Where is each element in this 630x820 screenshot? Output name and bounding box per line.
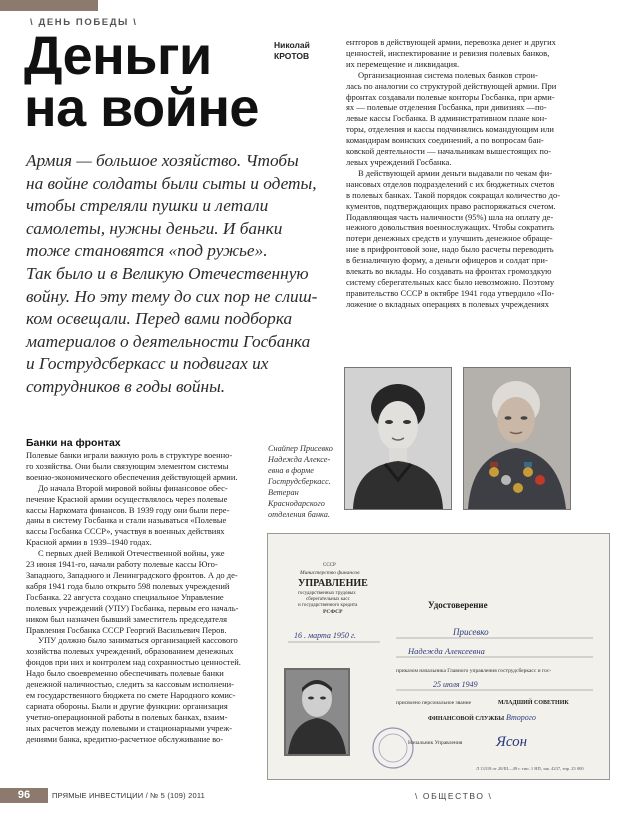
col-left-line: дениями банка, кредитно-расчетное обслуживание во- (26, 733, 224, 744)
lead-line: Так было и в Великую Отечественную (26, 263, 309, 283)
lead-line: сотрудников в годы войны. (26, 376, 226, 396)
section-tag: \ ДЕНЬ ПОБЕДЫ \ (30, 17, 138, 28)
lead-line: Армия — большое хозяйство. Чтобы (26, 151, 299, 170)
subheading-banks-on-fronts: Банки на фронтах (26, 437, 121, 449)
caption-line: Снайпер Присевко (268, 444, 333, 453)
col-right-line: кументов, подтверждающих право распоряжаться счетом. (346, 200, 556, 211)
col-left-line: Западного, Западного и Ленинградского фронтов. А до де- (26, 569, 238, 580)
author-last-name: КРОТОВ (274, 51, 310, 61)
doc-head: Начальник Управления (408, 740, 463, 746)
col-right-line: В действующей армии деньги выдавали по чекам фи- (358, 167, 553, 178)
doc-footer-small: Л 13318 от 20/III—49 г. тип. 1 НП, зак. 4237, тир. 25 000 (476, 766, 584, 771)
page-number: 96 (17, 789, 31, 801)
col-left-line: денежной наличностью, следить за кассовым исполнени- (26, 679, 235, 690)
col-right-line: лась по аналогии со структурой действующей армии. При (346, 80, 557, 91)
col-right-line: торы, отделения и кассы подчинялись командующим или (346, 124, 554, 135)
doc-surname-hand: Присевко (453, 627, 489, 637)
lead-line: на войне солдаты были сыты и одеты, (26, 173, 317, 193)
col-right-line: фронтах создавали полевые конторы Госбанка, при арми- (346, 91, 555, 102)
col-left-line: печение Красной армии осуществлялось через полевые (26, 493, 228, 504)
col-left-line: ем государственного бюджета по смете Народного комис- (26, 689, 236, 700)
author-first-name: Николай (274, 40, 310, 50)
col-left-line: го хозяйства. Они были связующим элементом системы (26, 460, 229, 471)
col-left-line: полевых учреждений (УПУ) Госбанка, первым его началь- (26, 602, 239, 613)
col-left-line: Полевые банки играли важную роль в структуре военно- (26, 450, 233, 460)
col-left-line: кассы Госбанка СССР», участвуя в военных действиях (26, 526, 225, 537)
col-left-line: даны в систему Госбанка и стали называться «Полевые (26, 515, 227, 526)
col-left-line: Правления Госбанка СССР Георгий Васильевич Перов. (26, 624, 227, 635)
col-right-line: влекать во вклады. Но создавать на фронтах громоздкую (346, 266, 552, 277)
caption-line: Краснодарского (268, 499, 325, 508)
author (274, 40, 344, 62)
lead-line: тоже становятся «под ружье». (26, 241, 268, 261)
caption-line: евна в форме (268, 466, 314, 475)
col-left-line: хозяйства полевых учреждений, образованием денежных (26, 646, 234, 657)
col-left-line: До начала Второй мировой войны финансовое обес- (38, 482, 228, 493)
magazine-issue: ПРЯМЫЕ ИНВЕСТИЦИИ / № 5 (109) 2011 (52, 791, 206, 800)
lead-paragraph (26, 150, 346, 399)
doc-rank: МЛАДШИЙ СОВЕТНИК (498, 700, 569, 706)
col-right-line: левых учреждений Госбанка. (346, 156, 452, 167)
doc-photo-soldier (284, 668, 350, 756)
col-right-line: ях — полевые отделения Госбанка, при дивизиях —по- (346, 102, 547, 113)
col-right-line: в безналичную форму, а деньги офицеров и солдат при- (346, 255, 548, 266)
col-right-line: левые кассы Госбанка. В административном плане кон- (346, 113, 548, 124)
doc-signature: Ясон (496, 734, 528, 750)
col-left-line: фондов при них и контролем над сохранностью ценностей. (26, 657, 241, 668)
col-right-line: ложение о вкладных операциях в полевых учреждениях (346, 298, 549, 309)
col-right-line: ентгоров в действующей армии, перевозка денег и других (346, 37, 556, 47)
col-left-line: 23 июня 1941-го, начали работу полевые кассы Юго- (26, 559, 218, 570)
col-right-line: их перемещение и ликвидация. (346, 58, 460, 69)
col-left-line: УПУ должно было заниматься организацией кассового (38, 635, 238, 646)
col-right-line: правительство СССР в октябре 1941 года утвердило «По- (346, 287, 555, 298)
lead-line: материалов о деятельности Госбанка (26, 331, 311, 351)
title-line-1: Деньги (24, 26, 212, 86)
doc-ministry: Министерство финансов (300, 570, 360, 576)
doc-grade-hand: Второго (506, 713, 536, 722)
caption-line: Надежда Алексе- (268, 455, 331, 464)
doc-sub-3: и государственного кредита (298, 603, 358, 608)
col-right-line: ковской деятельности — начальникам вышестоящих по- (346, 146, 552, 157)
lead-line: самолеты, нужны деньги. И банки (26, 218, 283, 238)
col-right-line: систему сберегательных касс было невозможно. Поэтому (346, 276, 555, 287)
article-column-left (26, 450, 262, 744)
col-left-line: военно-экономического обеспечения действующей армии. (26, 471, 238, 482)
doc-sub-1: государственных трудовых (298, 591, 356, 596)
photo-caption (268, 443, 346, 520)
col-right-line: Подавляющая часть наличности (95%) шла на оплату де- (346, 211, 554, 222)
doc-text-3: присвоено персональное звание (396, 700, 472, 706)
caption-line: Гострудсберкасс. (268, 477, 331, 486)
article-column-right (346, 37, 608, 310)
lead-line: войну. Но эту тему до сих пор не слиш- (26, 286, 318, 306)
doc-text-4: ФИНАНСОВОЙ СЛУЖБЫ (428, 716, 505, 722)
doc-date-hand: 16 . марта 1950 г. (294, 631, 356, 640)
certificate-scan (268, 534, 609, 779)
col-left-line: кассы Наркомата финансов. В 1939 году они были пере- (26, 504, 230, 515)
col-left-line: ником был назначен бывший заместитель председателя (26, 613, 228, 624)
col-left-line: Красной армии в 1939–1940 годах. (26, 537, 152, 548)
col-right-line: ние в прифронтовой зоне, надо было расчеты переводить (346, 244, 554, 255)
doc-header: УПРАВЛЕНИЕ (298, 578, 368, 589)
col-right-line: нежного довольствия военнослужащих. Чтобы сократить (346, 222, 554, 233)
certificate-document-image (267, 533, 610, 780)
col-right-line: нансовых отделов подразделений с их бюджетных счетов (346, 178, 555, 189)
col-right-line: в полевых банках. Такой порядок сокращал количество до- (346, 189, 561, 200)
col-left-line: Надо было своевременно обеспечивать полевые банки (26, 668, 224, 679)
doc-date2-hand: 25 июля 1949 (433, 680, 478, 689)
caption-line: отделения банка. (268, 510, 330, 519)
young-woman-portrait-image (345, 368, 451, 509)
veteran-portrait-image (464, 368, 570, 509)
lead-line: ком освещали. Перед вами подборка (26, 309, 293, 329)
col-left-line: Госбанка. 22 августа создано специальное Управление (26, 591, 224, 602)
col-left-line: С первых дней Великой Отечественной войны, уже (38, 548, 225, 559)
lead-line: и Гострудсберкасс и подвигах их (26, 354, 269, 374)
article-title (24, 26, 274, 138)
doc-sub-4: РСФСР (323, 609, 343, 615)
photo-young-sniper (344, 367, 452, 510)
col-left-line: ных расчетов между полевыми и стационарными учреж- (26, 722, 233, 733)
doc-ussr: СССР (323, 563, 336, 568)
doc-name-hand: Надежда Алексеевна (408, 646, 485, 656)
photo-veteran (463, 367, 571, 510)
col-left-line: учетно-операционной работы в полевых банках, взаим- (26, 711, 228, 722)
doc-text-1: приказом начальника Главного управления гострудсберкасс и гос- (396, 668, 552, 674)
lead-line: чтобы стреляли пушки и летали (26, 196, 269, 216)
col-left-line: кабря 1941 года было открыто 598 полевых учреждений (26, 580, 230, 591)
title-line-2: на войне (24, 78, 259, 138)
doc-sub-2: сберегательных касс (306, 597, 350, 602)
col-right-line: ценностей, инспектирование и ревизия полевых банков, (346, 47, 550, 58)
caption-line: Ветеран (268, 488, 299, 497)
footer-section: \ ОБЩЕСТВО \ (415, 791, 493, 801)
col-right-line: командирам воинских соединений, а по вопросам бан- (346, 135, 544, 146)
header-accent-bar (0, 0, 98, 11)
doc-title: Удостоверение (428, 600, 488, 610)
col-right-line: Организационная система полевых банков строи- (358, 69, 538, 80)
col-right-line: потери денежных средств и улучшить денежное обраще- (346, 233, 553, 244)
col-left-line: сариата обороны. Были и другие функции: организация (26, 700, 228, 711)
